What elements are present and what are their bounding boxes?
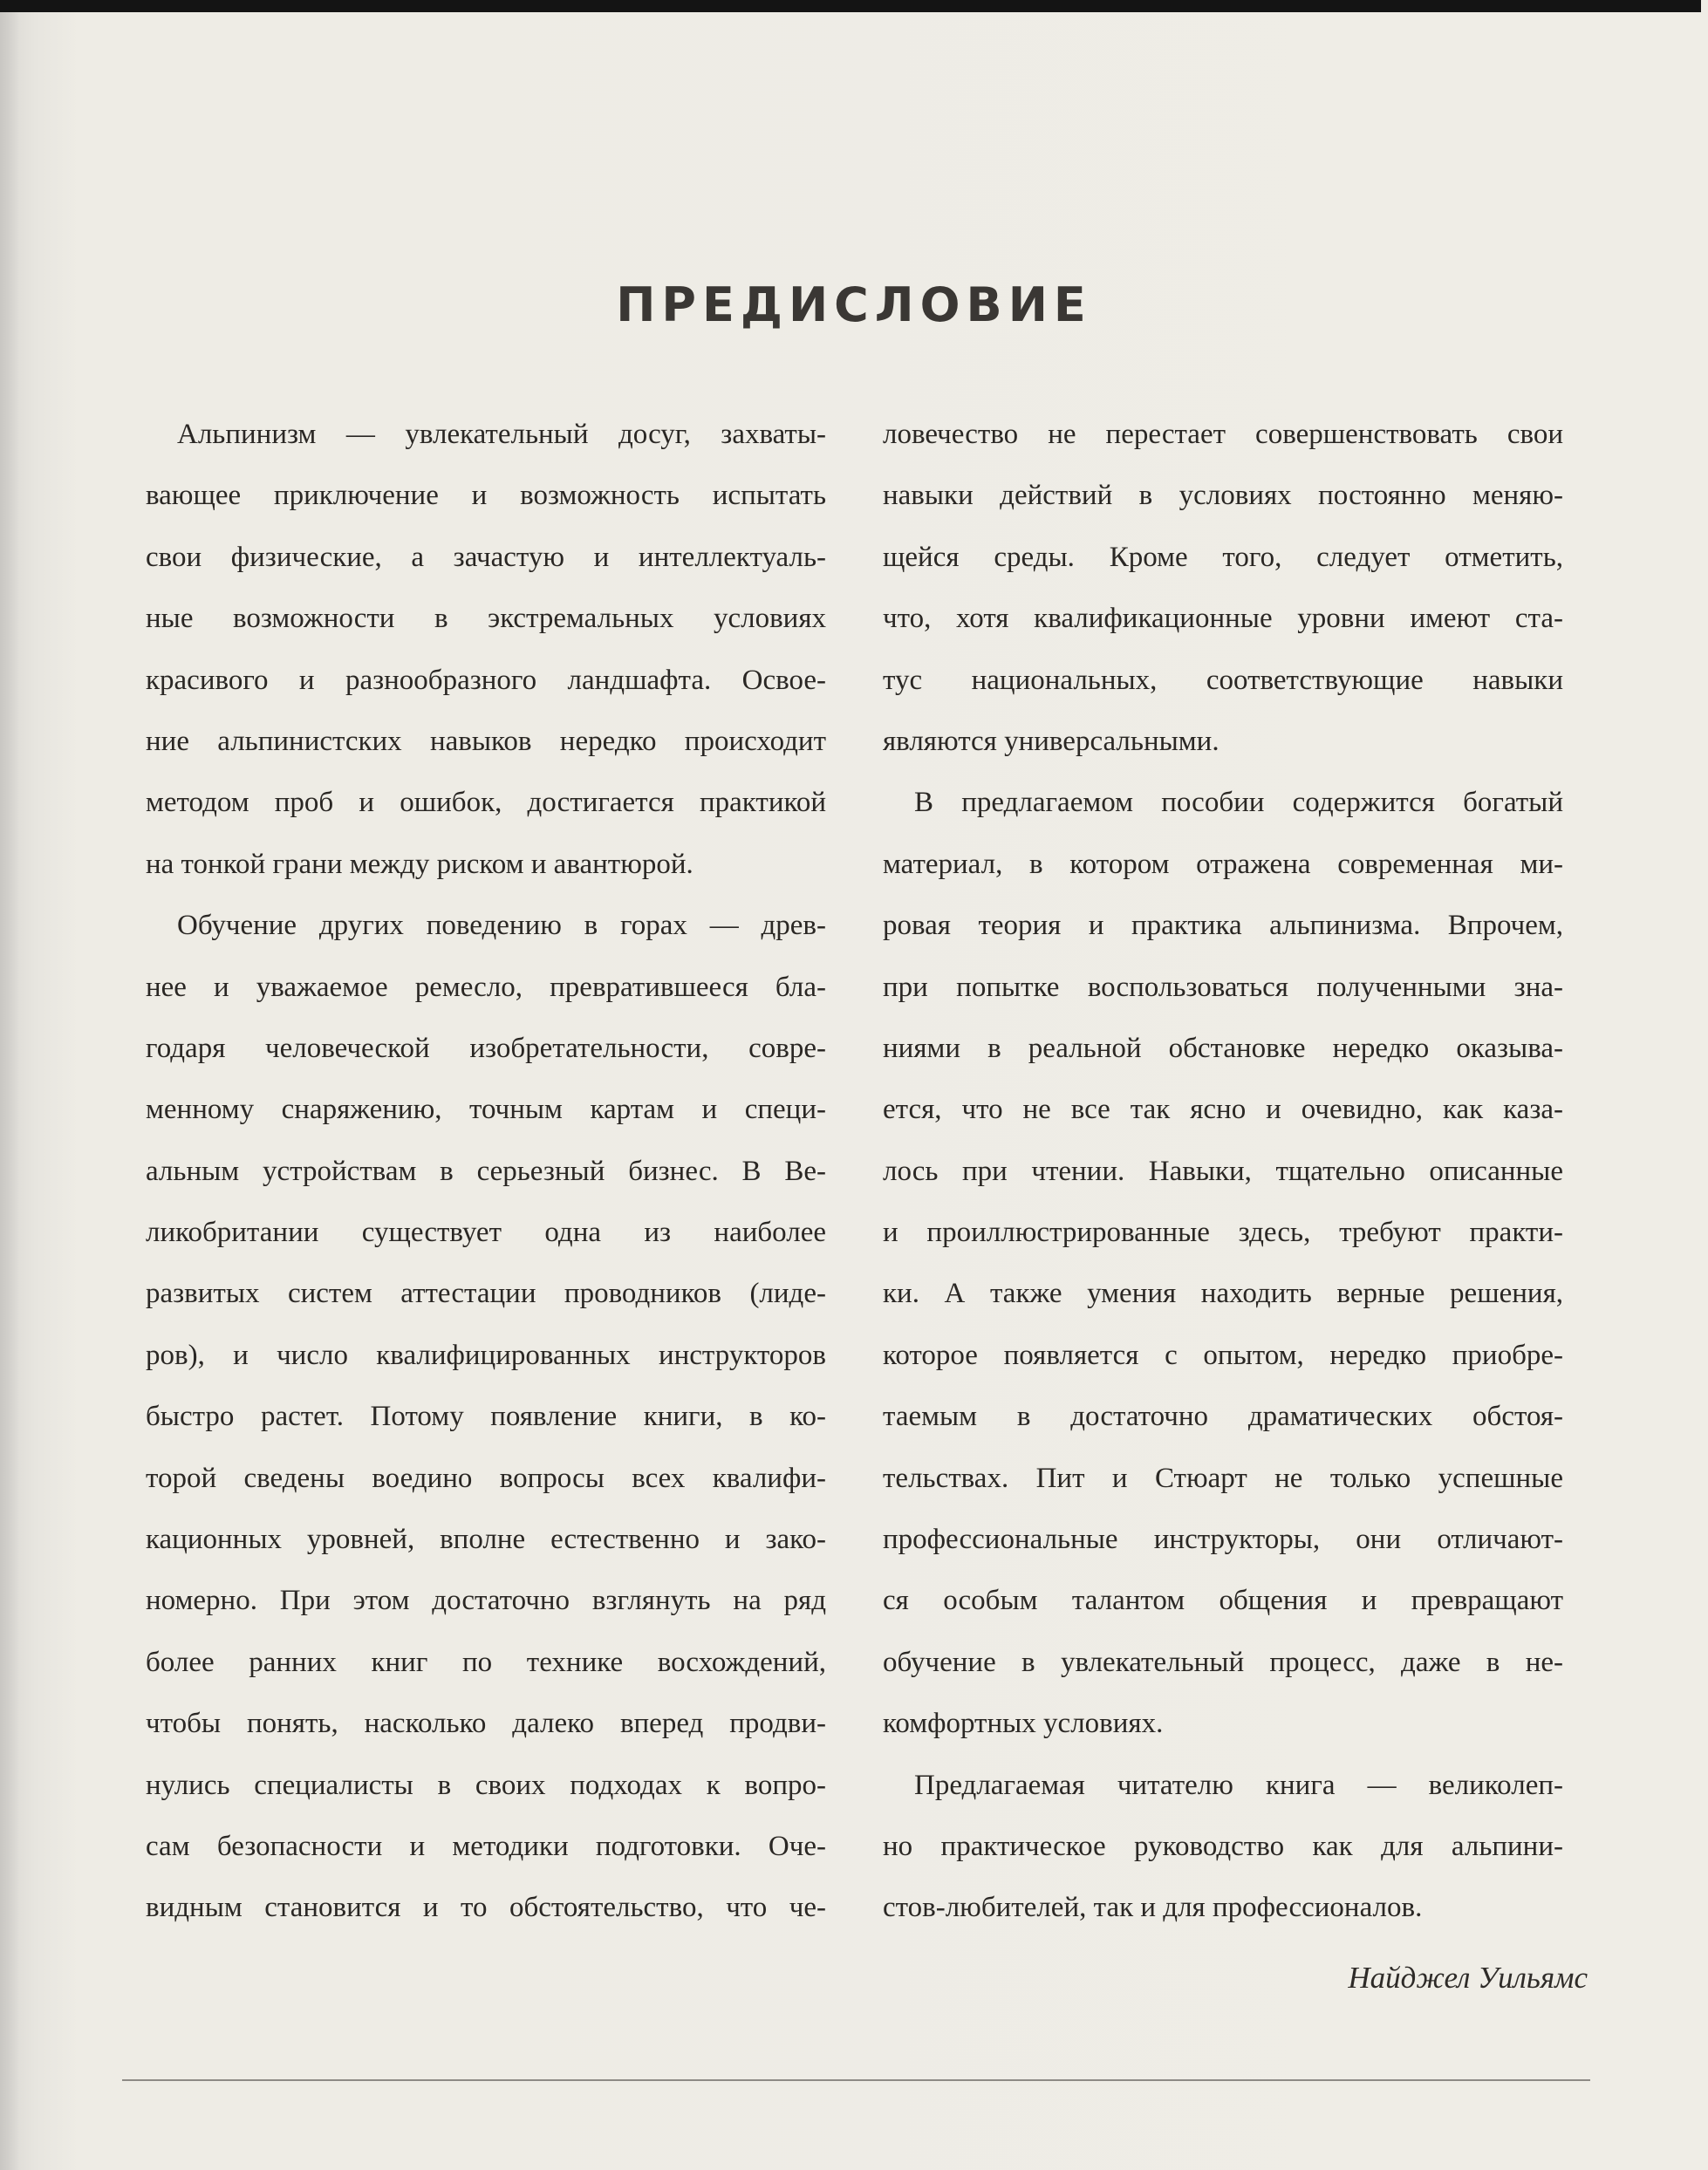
text-line: ниями в реальной обстановке нередко оказыва- xyxy=(883,1032,1563,1064)
text-line: быстро растет. Потому появление книги, в ко- xyxy=(146,1401,826,1433)
text-line: таемым в достаточно драматических обстоя- xyxy=(883,1401,1563,1433)
text-line: ровая теория и практика альпинизма. Впрочем, xyxy=(883,910,1563,942)
text-line: В предлагаемом пособии содержится богатый xyxy=(914,787,1563,819)
text-line: обучение в увлекательный процесс, даже в не- xyxy=(883,1646,1563,1678)
text-line: которое появляется с опытом, нередко приобре- xyxy=(883,1339,1563,1371)
text-line: годаря человеческой изобретательности, совре- xyxy=(146,1032,826,1064)
text-line: являются универсальными. xyxy=(883,725,1220,757)
text-line: нее и уважаемое ремесло, превратившееся бла- xyxy=(146,971,826,1003)
text-line: стов-любителей, так и для профессионалов. xyxy=(883,1892,1423,1924)
text-line: торой сведены воедино вопросы всех квалифи- xyxy=(146,1462,826,1494)
text-line: что, хотя квалификационные уровни имеют ста- xyxy=(883,603,1563,635)
page-title: ПРЕДИСЛОВИЕ xyxy=(616,277,1092,332)
author-signature: Найджел Уильямс xyxy=(1348,1961,1588,1995)
text-line: более ранних книг по технике восхождений, xyxy=(146,1646,826,1678)
text-line: кационных уровней, вполне естественно и зако- xyxy=(146,1524,826,1556)
gutter-shadow xyxy=(0,12,19,2170)
text-line: на тонкой грани между риском и авантюрой. xyxy=(146,848,693,880)
text-line: ловечество не перестает совершенствовать свои xyxy=(883,419,1563,450)
text-line: нулись специалисты в своих подходах к вопро- xyxy=(146,1769,826,1801)
text-line: ется, что не все так ясно и очевидно, как каза- xyxy=(883,1094,1563,1126)
text-line: ров), и число квалифицированных инструкторов xyxy=(146,1339,826,1371)
text-line: альным устройствам в серьезный бизнес. В Ве- xyxy=(146,1155,826,1187)
text-line: лось при чтении. Навыки, тщательно описанные xyxy=(883,1155,1563,1187)
text-line: номерно. При этом достаточно взглянуть на ряд xyxy=(146,1585,826,1617)
text-line: ки. А также умения находить верные решения, xyxy=(883,1278,1563,1310)
text-line: тус национальных, соответствующие навыки xyxy=(883,664,1563,696)
right-text-column xyxy=(883,404,1563,1939)
left-text-column xyxy=(146,404,826,1939)
text-line: менному снаряжению, точным картам и специ- xyxy=(146,1094,826,1126)
text-line: ные возможности в экстремальных условиях xyxy=(146,603,826,635)
text-line: но практическое руководство как для альпини- xyxy=(883,1830,1563,1862)
text-line: красивого и разнообразного ландшафта. Освое- xyxy=(146,664,826,696)
text-line: ликобритании существует одна из наиболее xyxy=(146,1217,826,1249)
text-line: видным становится и то обстоятельство, что че- xyxy=(146,1892,826,1924)
text-line: вающее приключение и возможность испытать xyxy=(146,480,826,512)
text-line: Обучение других поведению в горах — древ- xyxy=(177,910,826,942)
text-line: материал, в котором отражена современная ми- xyxy=(883,848,1563,880)
top-edge-shadow xyxy=(0,0,1701,12)
text-line: тельствах. Пит и Стюарт не только успешные xyxy=(883,1462,1563,1494)
footer-rule xyxy=(122,2079,1590,2081)
text-line: навыки действий в условиях постоянно меняю- xyxy=(883,480,1563,512)
text-line: Предлагаемая читателю книга — великолеп- xyxy=(914,1769,1563,1801)
text-line: свои физические, а зачастую и интеллектуаль- xyxy=(146,541,826,573)
text-line: при попытке воспользоваться полученными зна- xyxy=(883,971,1563,1003)
text-line: Альпинизм — увлекательный досуг, захваты- xyxy=(177,419,826,450)
text-line: комфортных условиях. xyxy=(883,1708,1164,1740)
text-line: методом проб и ошибок, достигается практикой xyxy=(146,787,826,819)
text-line: чтобы понять, насколько далеко вперед продви- xyxy=(146,1708,826,1740)
text-line: развитых систем аттестации проводников (лиде- xyxy=(146,1278,826,1310)
text-line: ся особым талантом общения и превращают xyxy=(883,1585,1563,1617)
text-line: и проиллюстрированные здесь, требуют практи- xyxy=(883,1217,1563,1249)
text-line: щейся среды. Кроме того, следует отметить, xyxy=(883,541,1563,573)
text-line: сам безопасности и методики подготовки. Оче- xyxy=(146,1830,826,1862)
text-line: профессиональные инструкторы, они отличают- xyxy=(883,1524,1563,1556)
text-line: ние альпинистских навыков нередко происходит xyxy=(146,725,826,757)
